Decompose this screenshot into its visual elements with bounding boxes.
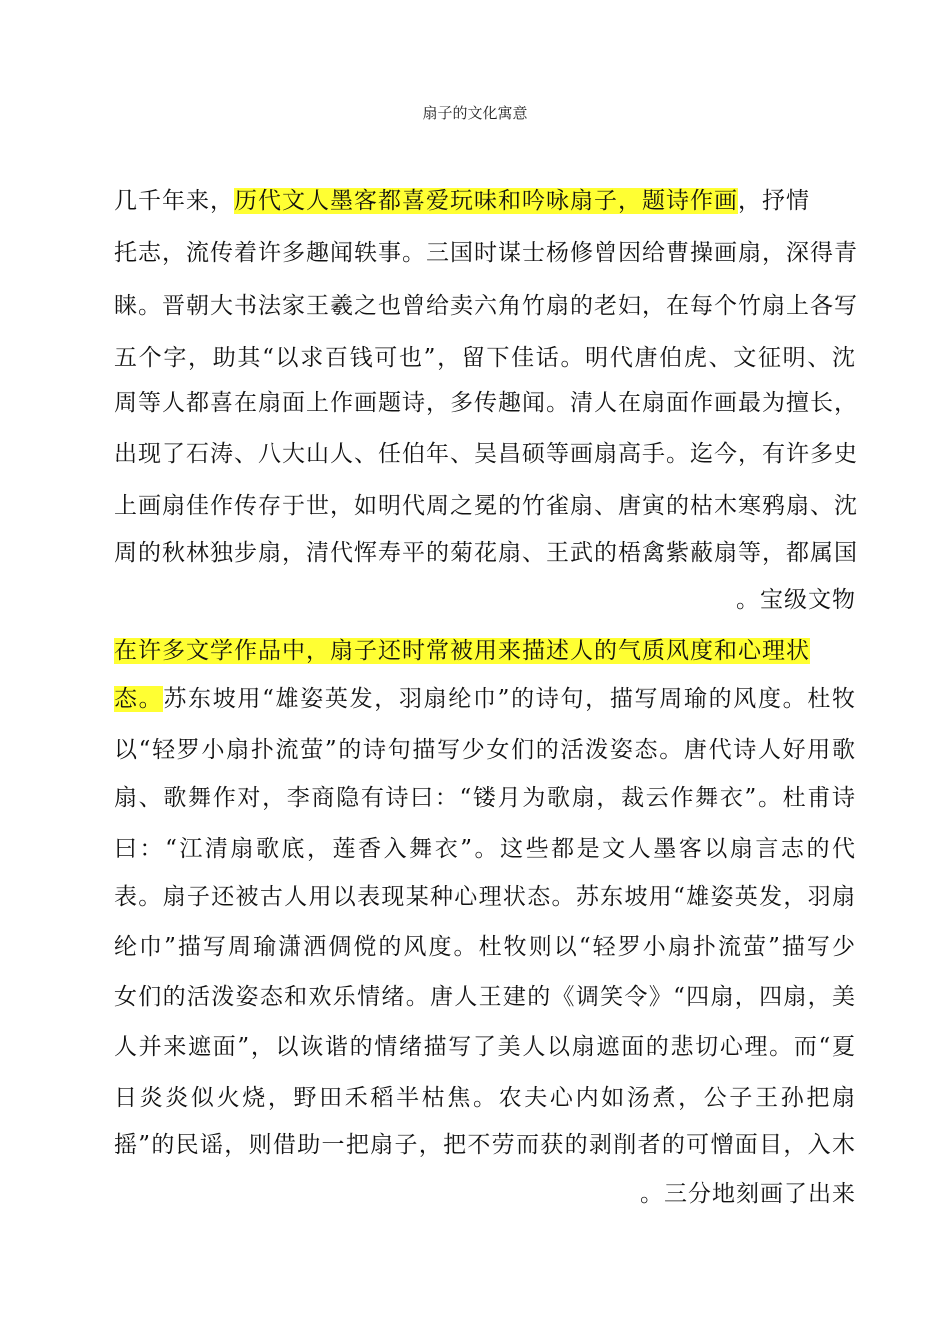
paragraph-2-line-3: 以“轻罗小扇扑流萤”的诗句描写少女们的活泼姿态。唐代诗人好用歌: [114, 737, 856, 763]
paragraph-1-line-3: 睐。晋朝大书法家王羲之也曾给卖六角竹扇的老妇，在每个竹扇上各写: [114, 293, 858, 319]
paragraph-1-line-6: 出现了石涛、八大山人、任伯年、吴昌硕等画扇高手。迄今，有许多史: [114, 441, 858, 467]
paragraph-1-line-4: 五个字，助其“以求百钱可也”，留下佳话。明代唐伯虎、文征明、沈: [114, 345, 856, 371]
paragraph-1-line-1: [114, 184, 810, 218]
paragraph-2-line-12: 。三分地刻画了出来: [640, 1181, 856, 1207]
paragraph-2-line-6: 表。扇子还被古人用以表现某种心理状态。苏东坡用“雄姿英发，羽扇: [114, 884, 856, 910]
paragraph-1-line-8: 周的秋林独步扇，清代恽寿平的菊花扇、王武的梧禽紫蔽扇等，都属国: [114, 540, 858, 566]
paragraph-2-line-10: 日炎炎似火烧，野田禾稻半枯焦。农夫心内如汤煮，公子王孙把扇: [114, 1085, 856, 1111]
highlighted-text: 历代文人墨客都喜爱玩味和吟咏扇子，题诗作画: [234, 188, 738, 214]
paragraph-2-line-4: 扇、歌舞作对，李商隐有诗曰：“镂月为歌扇，裁云作舞衣”。杜甫诗: [114, 785, 856, 811]
paragraph-1-line-7: 上画扇佳作传存于世，如明代周之冕的竹雀扇、唐寅的枯木寒鸦扇、沈: [114, 493, 858, 519]
text-run: 苏东坡用“雄姿英发，羽扇纶巾”的诗句，描写周瑜的风度。杜牧: [163, 686, 856, 712]
page-header-title: 扇子的文化寓意: [422, 104, 528, 122]
paragraph-2-line-11: 摇”的民谣，则借助一把扇子，把不劳而获的剥削者的可憎面目，入木: [114, 1132, 856, 1158]
paragraph-2-line-9: 人并来遮面”，以诙谐的情绪描写了美人以扇遮面的悲切心理。而“夏: [114, 1034, 856, 1060]
paragraph-1-line-5: 周等人都喜在扇面上作画题诗，多传趣闻。清人在扇面作画最为擅长，: [114, 390, 858, 416]
paragraph-2-line-5: 曰：“江清扇歌底，莲香入舞衣”。这些都是文人墨客以扇言志的代: [114, 836, 856, 862]
paragraph-2-line-8: 女们的活泼姿态和欢乐情绪。唐人王建的《调笑令》“四扇，四扇，美: [114, 984, 856, 1010]
paragraph-2-line-1: [114, 634, 810, 668]
paragraph-1-line-9: 。宝级文物: [736, 587, 856, 613]
text-run: 几千年来，: [114, 188, 234, 214]
paragraph-1-line-2: 托志，流传着许多趣闻轶事。三国时谋士杨修曾因给曹操画扇，深得青: [114, 240, 858, 266]
paragraph-2-line-2: [114, 682, 856, 716]
text-run: ，抒情: [738, 188, 810, 214]
highlighted-text: 在许多文学作品中，扇子还时常被用来描述人的气质风度和心理状: [114, 638, 810, 664]
highlighted-text: 态。: [114, 686, 164, 712]
paragraph-2-line-7: 纶巾”描写周瑜潇洒倜傥的风度。杜牧则以“轻罗小扇扑流萤”描写少: [114, 934, 856, 960]
